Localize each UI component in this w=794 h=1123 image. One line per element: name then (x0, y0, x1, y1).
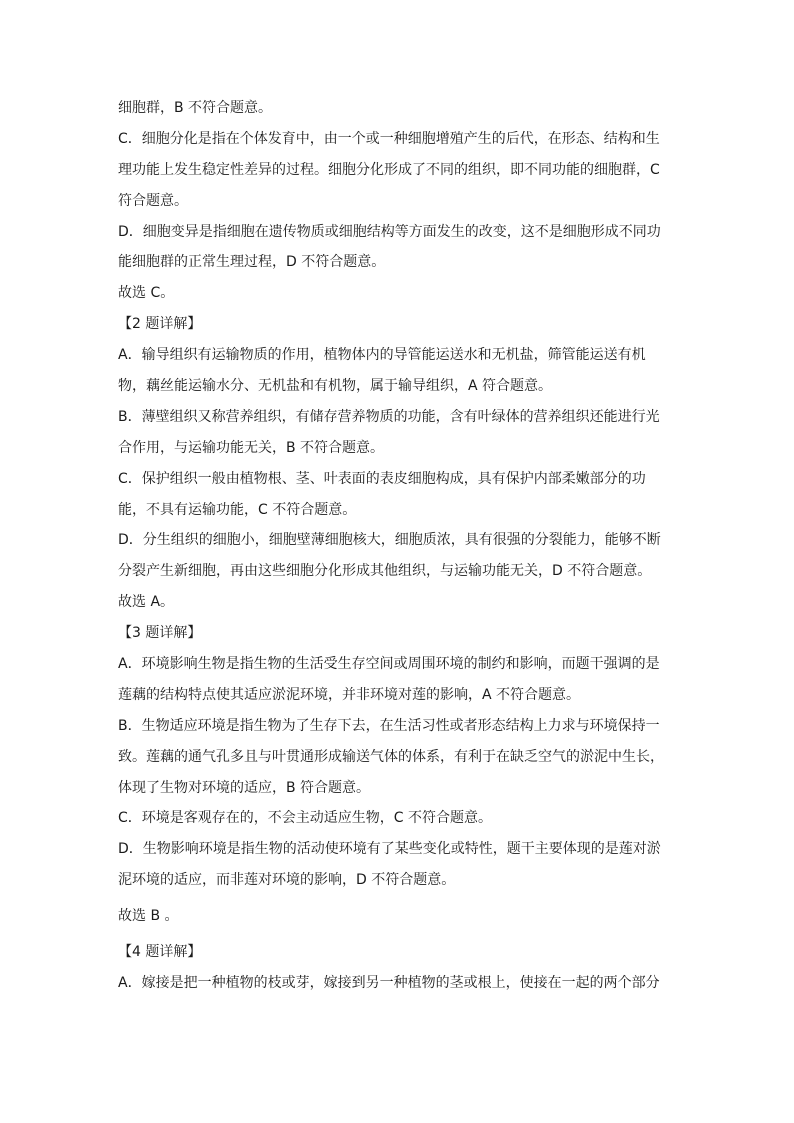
text-line: 合作用，与运输功能无关，B 不符合题意。 (118, 439, 385, 456)
text-line: 符合题意。 (118, 192, 188, 209)
text-line: D．细胞变异是指细胞在遗传物质或细胞结构等方面发生的改变，这不是细胞形成不同功 (118, 223, 661, 240)
text-line: 能，不具有运输功能，C 不符合题意。 (118, 501, 357, 518)
text-line: A．嫁接是把一种植物的枝或芽，嫁接到另一种植物的茎或根上，使接在一起的两个部分 (118, 975, 660, 992)
text-line: 故选 C。 (118, 285, 175, 302)
text-line: D．分生组织的细胞小，细胞壁薄细胞核大，细胞质浓，具有很强的分裂能力，能够不断 (118, 532, 661, 549)
section-heading: 【2 题详解】 (118, 316, 202, 333)
text-line: C．保护组织一般由植物根、茎、叶表面的表皮细胞构成，具有保护内部柔嫩部分的功 (118, 470, 646, 487)
text-line: A．环境影响生物是指生物的生活受生存空间或周围环境的制约和影响，而题干强调的是 (118, 656, 660, 673)
text-line: 致。莲藕的通气孔多且与叶贯通形成输送气体的体系，有利于在缺乏空气的淤泥中生长， (118, 748, 664, 765)
text-line: D．生物影响环境是指生物的活动使环境有了某些变化或特性，题干主要体现的是莲对淤 (118, 841, 661, 858)
section-heading: 【4 题详解】 (118, 944, 202, 961)
text-line: B．薄壁组织又称营养组织，有储存营养物质的功能，含有叶绿体的营养组织还能进行光 (118, 408, 660, 425)
text-line: C．细胞分化是指在个体发育中，由一个或一种细胞增殖产生的后代，在形态、结构和生 (118, 130, 660, 147)
text-line: 故选 A。 (118, 594, 175, 611)
text-line: C．环境是客观存在的，不会主动适应生物，C 不符合题意。 (118, 810, 492, 827)
text-line: 细胞群，B 不符合题意。 (118, 100, 273, 116)
document-page (118, 98, 678, 993)
text-line: 体现了生物对环境的适应，B 符合题意。 (118, 779, 371, 796)
text-line: 理功能上发生稳定性差异的过程。细胞分化形成了不同的组织，即不同功能的细胞群，C (118, 161, 660, 178)
text-line: 分裂产生新细胞，再由这些细胞分化形成其他组织，与运输功能无关，D 不符合题意。 (118, 563, 652, 580)
text-line: 故选 B 。 (118, 908, 179, 925)
text-line: 莲藕的结构特点使其适应淤泥环境，并非环境对莲的影响，A 不符合题意。 (118, 686, 581, 703)
text-line: 物，藕丝能运输水分、无机盐和有机物，属于输导组织，A 符合题意。 (118, 378, 553, 395)
text-line: 能细胞群的正常生理过程，D 不符合题意。 (118, 254, 386, 271)
text-line: A．输导组织有运输物质的作用，植物体内的导管能运送水和无机盐，筛管能运送有机 (118, 347, 646, 364)
text-line: B．生物适应环境是指生物为了生存下去，在生活习性或者形态结构上力求与环境保持一 (118, 717, 660, 734)
text-line: 泥环境的适应，而非莲对环境的影响，D 不符合题意。 (118, 872, 456, 889)
section-heading: 【3 题详解】 (118, 625, 202, 642)
